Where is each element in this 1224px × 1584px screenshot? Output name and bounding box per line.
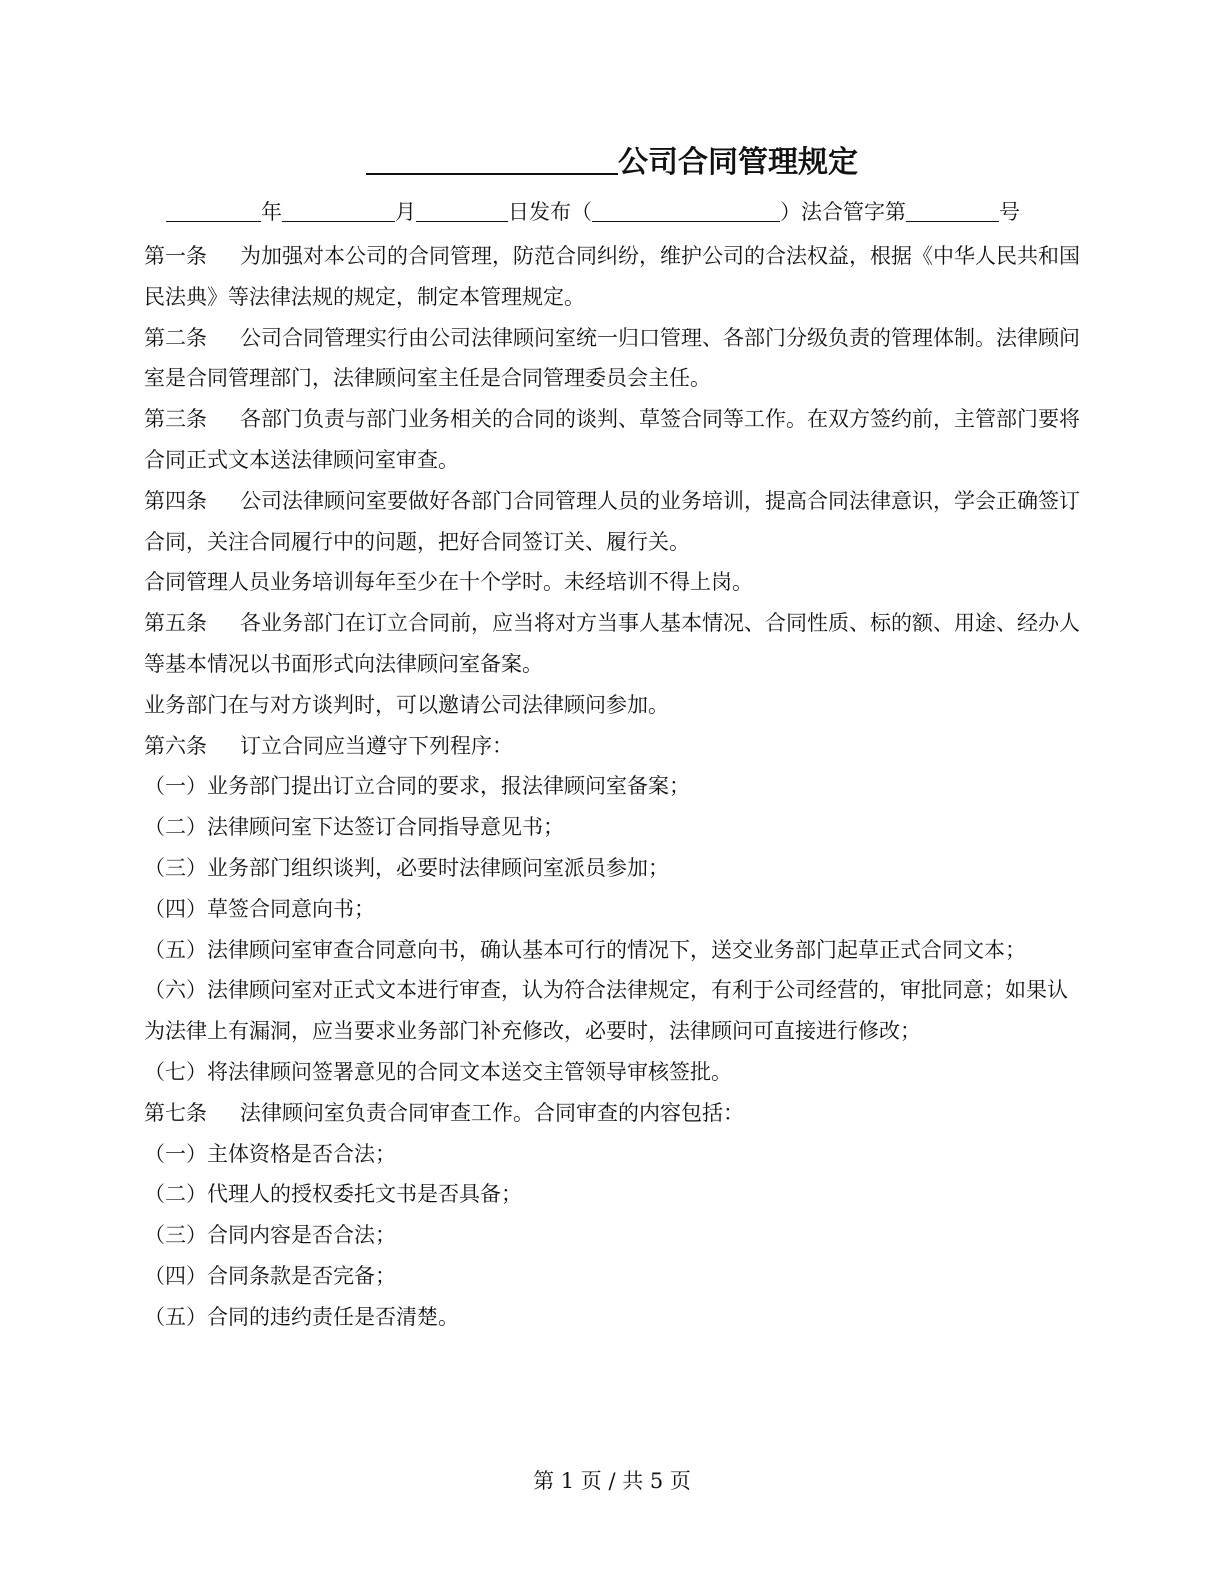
list-item: （一）业务部门提出订立合同的要求，报法律顾问室备案； bbox=[144, 774, 690, 799]
page-footer: 第 1 页 / 共 5 页 bbox=[533, 1469, 691, 1493]
article-2 bbox=[144, 318, 1084, 400]
document-title bbox=[0, 142, 1224, 184]
article-label: 第一条 bbox=[144, 244, 207, 268]
list-item: （二）法律顾问室下达签订合同指导意见书； bbox=[144, 815, 564, 840]
article-text: 各业务部门在订立合同前，应当将对方当事人基本情况、合同性质、标的额、用途、经办人等基本情况以书面形式向法律顾问室备案。 bbox=[144, 611, 1080, 676]
year-label: 年 bbox=[261, 200, 282, 224]
list-item: （五）合同的违约责任是否清楚。 bbox=[144, 1304, 459, 1329]
list-item: （二）代理人的授权委托文书是否具备； bbox=[144, 1182, 522, 1207]
title-text: 公司合同管理规定 bbox=[618, 145, 858, 180]
article-text: 法律顾问室负责合同审查工作。合同审查的内容包括： bbox=[240, 1100, 744, 1125]
article-text: 为加强对本公司的合同管理，防范合同纠纷，维护公司的合法权益，根据《中华人民共和国民法典》等法律法规的规定，制定本管理规定。 bbox=[144, 244, 1080, 309]
company-name-blank bbox=[366, 143, 618, 175]
article-text: 订立合同应当遵守下列程序： bbox=[240, 733, 513, 758]
article-text: 各部门负责与部门业务相关的合同的谈判、草签合同等工作。在双方签约前，主管部门要将合同正式文本送法律顾问室审查。 bbox=[144, 407, 1080, 472]
article-3 bbox=[144, 399, 1084, 481]
list-item: （七）将法律顾问签署意见的合同文本送交主管领导审核签批。 bbox=[144, 1059, 732, 1084]
article-text: 公司合同管理实行由公司法律顾问室统一归口管理、各部门分级负责的管理体制。法律顾问室是合同管理部门，法律顾问室主任是合同管理委员会主任。 bbox=[144, 325, 1080, 391]
month-label: 月 bbox=[395, 200, 416, 224]
article-6 bbox=[144, 726, 1084, 767]
issuer-blank bbox=[592, 199, 780, 222]
article-label: 第五条 bbox=[144, 611, 207, 636]
paragraph: 合同管理人员业务培训每年至少在十个学时。未经培训不得上岗。 bbox=[144, 570, 753, 595]
article-label: 第七条 bbox=[144, 1100, 207, 1125]
list-item: （六）法律顾问室对正式文本进行审查，认为符合法律规定，有利于公司经营的，审批同意；如果认为法律上有漏洞，应当要求业务部门补充修改，必要时，法律顾问可直接进行修改； bbox=[144, 978, 1068, 1044]
article-label: 第三条 bbox=[144, 407, 207, 432]
article-7 bbox=[144, 1093, 1084, 1134]
publication-line bbox=[166, 195, 1020, 229]
ref-label: ）法合管字第 bbox=[780, 200, 906, 224]
article-4 bbox=[144, 481, 1084, 563]
year-blank bbox=[166, 199, 261, 222]
list-item: （四）合同条款是否完备； bbox=[144, 1263, 396, 1288]
ref-suffix: 号 bbox=[999, 200, 1020, 224]
paragraph: 业务部门在与对方谈判时，可以邀请公司法律顾问参加。 bbox=[144, 692, 669, 717]
article-5 bbox=[144, 603, 1084, 685]
article-label: 第二条 bbox=[144, 325, 207, 350]
month-blank bbox=[282, 199, 395, 222]
article-text: 公司法律顾问室要做好各部门合同管理人员的业务培训，提高合同法律意识，学会正确签订合同，关注合同履行中的问题，把好合同签订关、履行关。 bbox=[144, 488, 1080, 554]
document-body bbox=[144, 236, 1084, 1338]
day-label: 日发布（ bbox=[508, 200, 592, 224]
list-item: （三）业务部门组织谈判，必要时法律顾问室派员参加； bbox=[144, 855, 669, 880]
list-item: （四）草签合同意向书； bbox=[144, 896, 375, 921]
article-1 bbox=[144, 236, 1084, 318]
list-item: （五）法律顾问室审查合同意向书，确认基本可行的情况下，送交业务部门起草正式合同文本； bbox=[144, 937, 1026, 962]
list-item: （一）主体资格是否合法； bbox=[144, 1141, 396, 1166]
ref-number-blank bbox=[906, 199, 999, 222]
article-label: 第六条 bbox=[144, 733, 207, 758]
list-item: （三）合同内容是否合法； bbox=[144, 1223, 396, 1248]
article-label: 第四条 bbox=[144, 488, 207, 513]
day-blank bbox=[416, 199, 508, 222]
